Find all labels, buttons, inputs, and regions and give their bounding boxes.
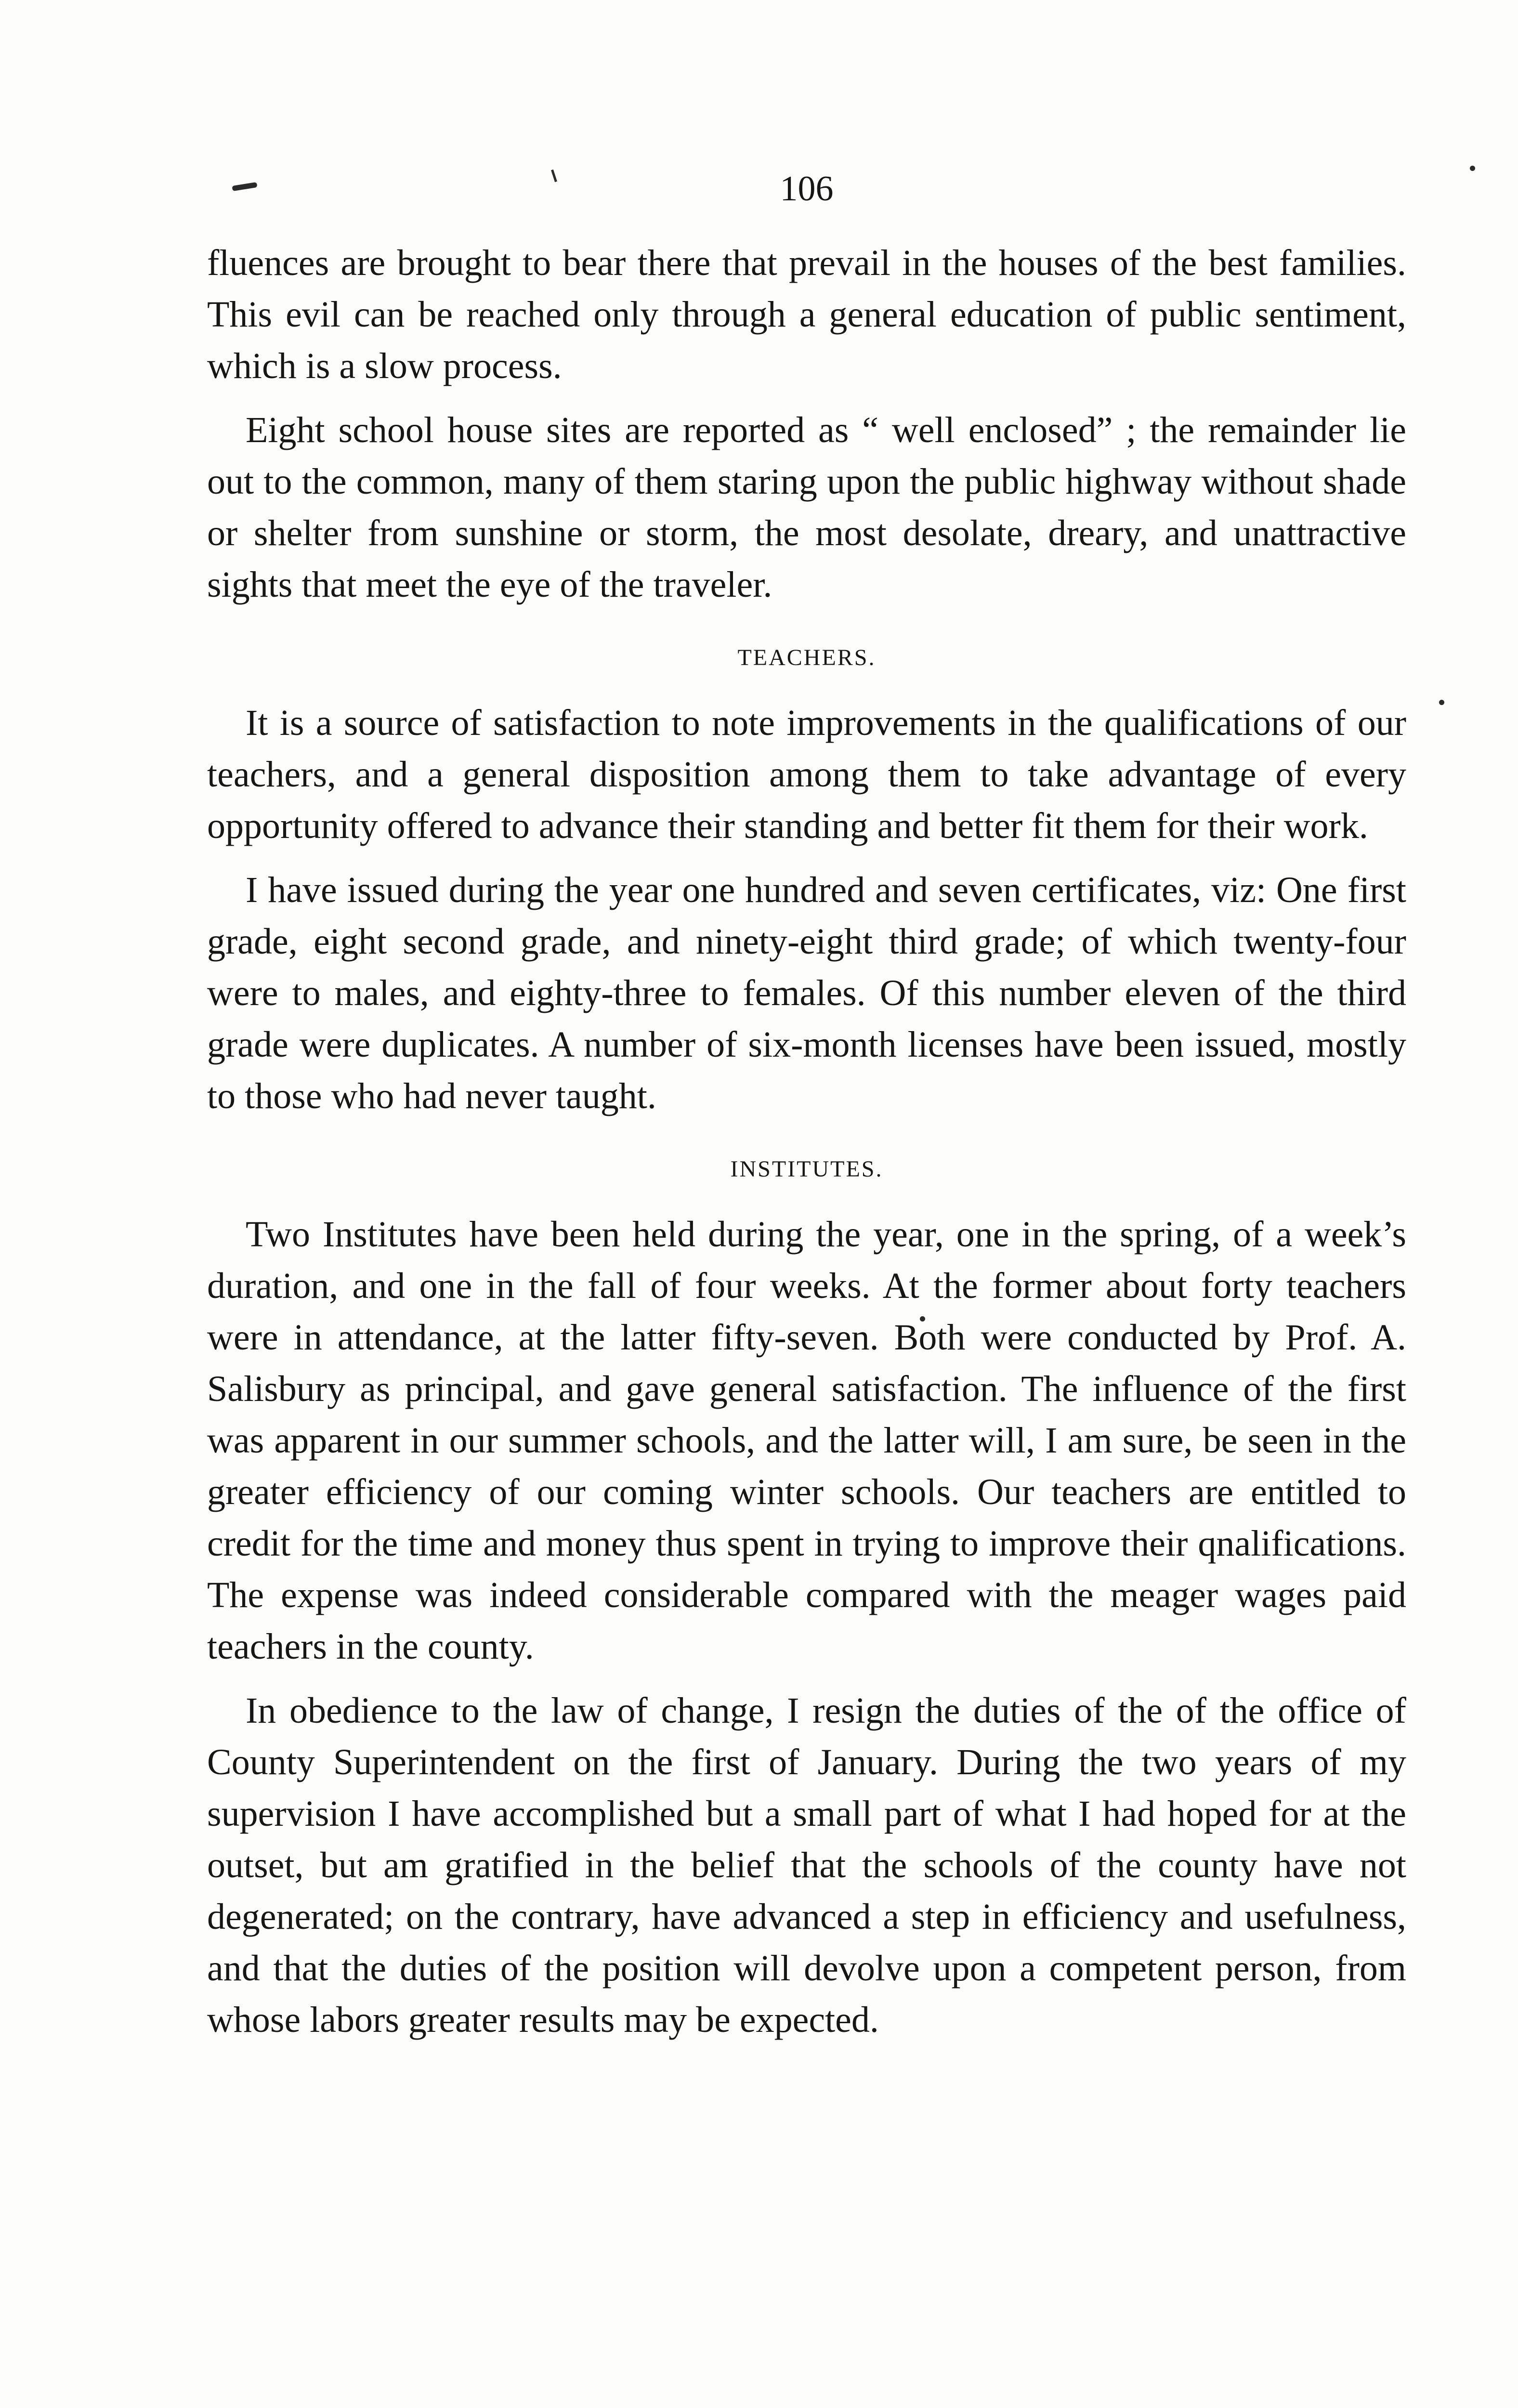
paragraph-institutes-held: Two Institutes have been held during the year, one in the spring, of a week’s duration, and one in the fall of four weeks. At the former about forty teachers were in attendance, at the latter fifty-seven. Both were conducted by Prof. A. Salisbury as principal, and gave general satisfaction. The influence of the first was apparent in our summer schools, and the latter will, I am sure, be seen in the greater efficiency of our coming winter schools. Our teachers are entitled to credit for the time and money thus spent in trying to improve their qnalifications. The expense was indeed considerable compared with the meager wages paid teachers in the county. xyxy=(207,1214,1406,1667)
paragraph-school-house-sites: Eight school house sites are reported as “ well enclosed” ; the remainder lie out to the common, many of them staring upon the public highway without shade or shelter from sunshine or storm, the most desolate, dreary, and unattractive sights that meet the eye of the traveler. xyxy=(207,410,1406,605)
section-heading-institutes: INSTITUTES. xyxy=(730,1156,883,1182)
paragraph-resignation: In obedience to the law of change, I resign the duties of the of the office of County Superintendent on the first of January. During the two years of my supervision I have accomplished but a small part of what I had hoped for at the outset, but am gratified in the belief that the schools of the county have not degenerated; on the contrary, have advanced a step in efficiency and usefulness, and that the duties of the position will devolve upon a competent person, from whose labors greater results may be expected. xyxy=(207,1690,1406,2040)
paragraph-teacher-qualifications: It is a source of satisfaction to note improvements in the qualifications of our teachers, and a general disposition among them to take advantage of every opportunity offered to advance their standing and better fit them for their work. xyxy=(207,703,1406,846)
page-number: 106 xyxy=(780,171,834,209)
text-column xyxy=(207,171,1406,2367)
ink-speck xyxy=(1439,700,1444,705)
ink-speck xyxy=(1470,166,1475,171)
paragraph-certificates-issued: I have issued during the year one hundred and seven certificates, viz: One first grade, eight second grade, and ninety-eight third grade; of which twenty-four were to males, and eighty-three to females. Of this number eleven of the third grade were duplicates. A number of six-month licenses have been issued, mostly to those who had never taught. xyxy=(207,870,1406,1116)
section-heading-teachers: TEACHERS. xyxy=(737,645,876,670)
paragraph-continued-fluences: fluences are brought to bear there that prevail in the houses of the best families. This evil can be reached only through a general education of public sentiment, which is a slow process. xyxy=(207,243,1406,386)
